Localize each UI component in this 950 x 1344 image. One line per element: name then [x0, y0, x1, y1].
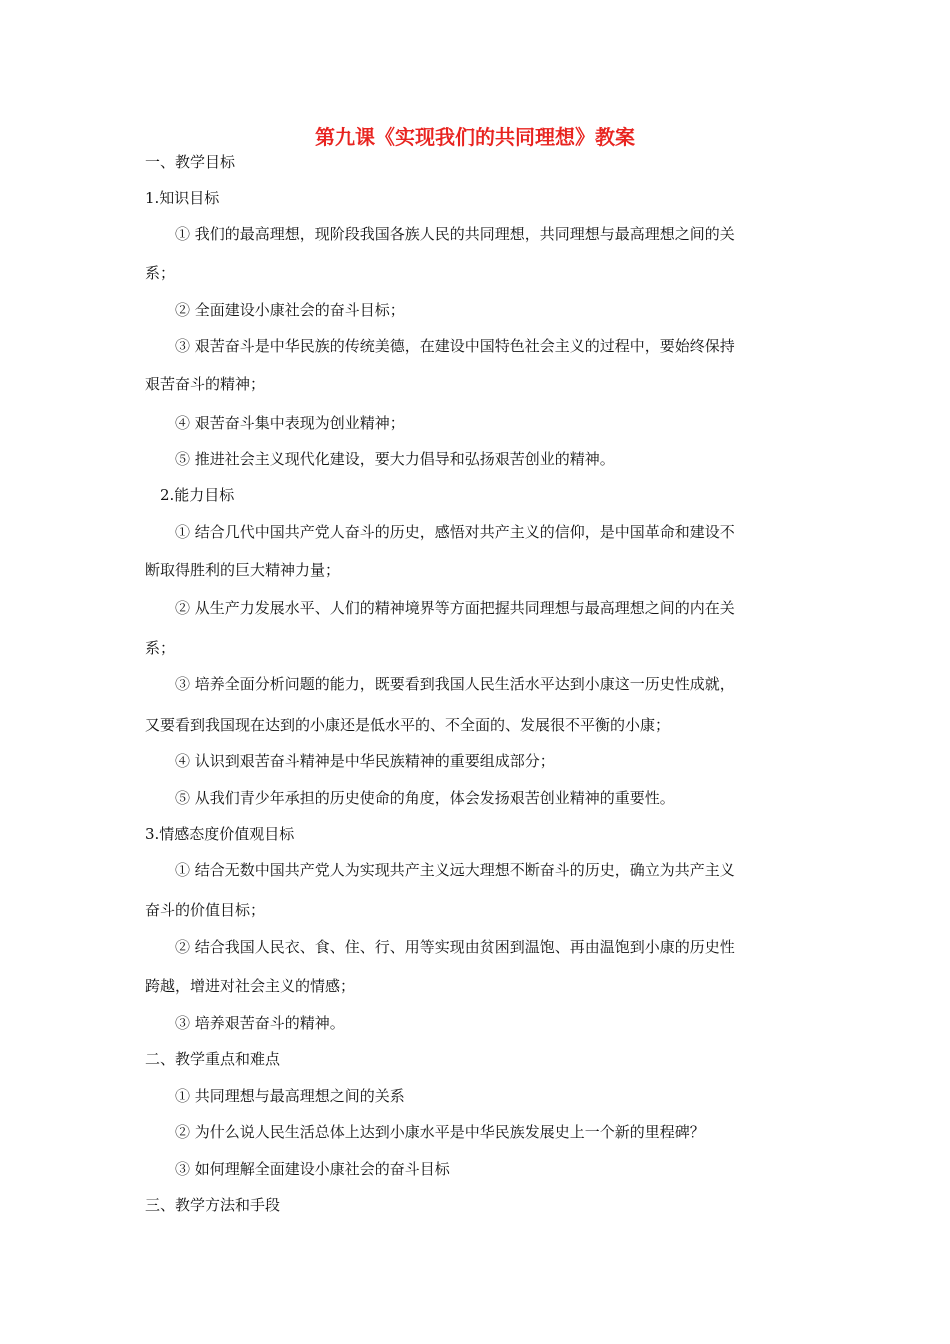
list-item: ④ 艰苦奋斗集中表现为创业精神； [175, 414, 405, 432]
list-item: ① 我们的最高理想，现阶段我国各族人民的共同理想，共同理想与最高理想之间的关 [175, 225, 735, 243]
list-item: ③ 培养全面分析问题的能力，既要看到我国人民生活水平达到小康这一历史性成就， [175, 675, 735, 693]
list-item-continuation: 艰苦奋斗的精神； [145, 375, 266, 393]
list-item: ① 结合几代中国共产党人奋斗的历史，感悟对共产主义的信仰，是中国革命和建设不 [175, 523, 735, 541]
subsection-heading: 1.知识目标 [145, 189, 220, 207]
list-item: ② 全面建设小康社会的奋斗目标； [175, 301, 405, 319]
list-item: ③ 如何理解全面建设小康社会的奋斗目标 [175, 1160, 450, 1178]
list-item: ① 共同理想与最高理想之间的关系 [175, 1087, 405, 1105]
list-item: ② 结合我国人民衣、食、住、行、用等实现由贫困到温饱、再由温饱到小康的历史性 [175, 938, 735, 956]
list-item: ② 从生产力发展水平、人们的精神境界等方面把握共同理想与最高理想之间的内在关 [175, 599, 735, 617]
list-item: ① 结合无数中国共产党人为实现共产主义远大理想不断奋斗的历史，确立为共产主义 [175, 861, 735, 879]
subsection-heading: 3.情感态度价值观目标 [145, 825, 295, 843]
list-item-continuation: 系； [145, 264, 176, 282]
list-item-continuation: 跨越，增进对社会主义的情感； [145, 977, 356, 995]
subsection-heading: 2.能力目标 [160, 486, 235, 504]
list-item-continuation: 系； [145, 639, 176, 657]
list-item-continuation: 断取得胜利的巨大精神力量； [145, 561, 341, 579]
list-item: ④ 认识到艰苦奋斗精神是中华民族精神的重要组成部分； [175, 752, 555, 770]
list-item: ⑤ 推进社会主义现代化建设，要大力倡导和弘扬艰苦创业的精神。 [175, 450, 615, 468]
section-heading: 三、教学方法和手段 [145, 1196, 281, 1214]
list-item: ⑤ 从我们青少年承担的历史使命的角度，体会发扬艰苦创业精神的重要性。 [175, 789, 675, 807]
section-heading: 一、教学目标 [145, 153, 236, 171]
list-item: ③ 艰苦奋斗是中华民族的传统美德，在建设中国特色社会主义的过程中，要始终保持 [175, 337, 735, 355]
list-item-continuation: 奋斗的价值目标； [145, 901, 266, 919]
document-title: 第九课《实现我们的共同理想》教案 [315, 125, 635, 149]
section-heading: 二、教学重点和难点 [145, 1050, 281, 1068]
list-item-continuation: 又要看到我国现在达到的小康还是低水平的、不全面的、发展很不平衡的小康； [145, 716, 671, 734]
list-item: ③ 培养艰苦奋斗的精神。 [175, 1014, 345, 1032]
list-item: ② 为什么说人民生活总体上达到小康水平是中华民族发展史上一个新的里程碑？ [175, 1123, 705, 1141]
